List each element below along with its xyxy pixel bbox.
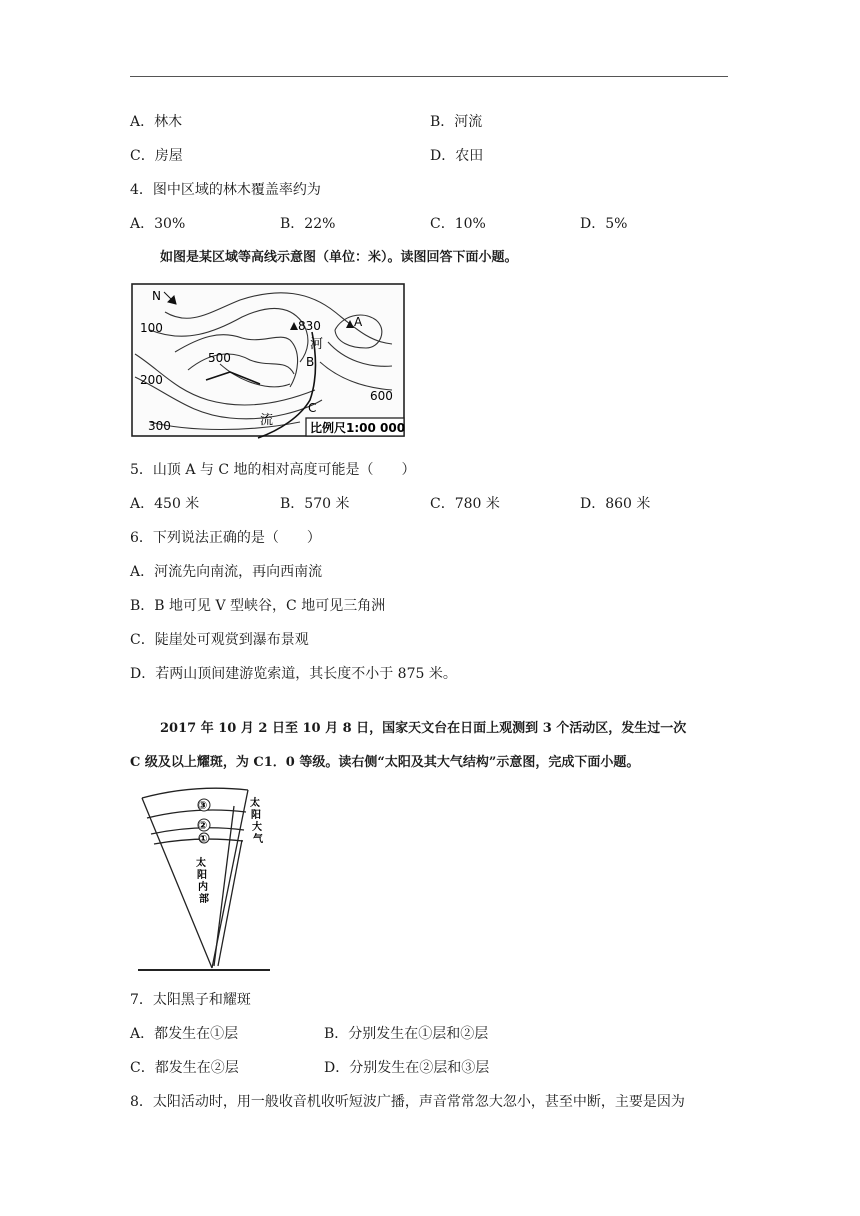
map-contour-300: 300: [148, 419, 171, 433]
q3-option-d: D．农田: [430, 148, 484, 164]
contour-map: [130, 282, 406, 442]
atmos-char-1: 太: [250, 798, 260, 809]
q7-option-b: B．分别发生在①层和②层: [324, 1026, 489, 1042]
atmos-char-3: 大: [252, 822, 262, 833]
map-point-c: C: [308, 401, 317, 415]
map-point-a: A: [354, 315, 363, 329]
map-scale: 比例尺1:00 000: [310, 421, 406, 435]
interior-char-1: 太: [196, 858, 206, 869]
q7-stem: 7．太阳黑子和耀斑: [130, 992, 251, 1008]
sun-structure-diagram: [130, 784, 276, 978]
q5-option-a: A．450 米: [130, 496, 200, 512]
q4-option-a: A．30%: [130, 216, 186, 232]
q3-option-b: B．河流: [430, 114, 483, 130]
interior-char-2: 阳: [197, 870, 207, 881]
q5-option-d: D．860 米: [580, 496, 651, 512]
header-rule: [130, 76, 728, 77]
map-river-label-2: 流: [260, 413, 274, 428]
layer-1-label: ①: [199, 834, 208, 845]
atmos-char-4: 气: [253, 834, 263, 845]
q6-stem: 6．下列说法正确的是（ ）: [130, 530, 321, 546]
section2-intro-line2: C 级及以上耀斑，为 C1．0 等级。读右侧“太阳及其大气结构”示意图，完成下面小题。: [130, 755, 640, 770]
map-point-b: B: [306, 355, 315, 369]
map-contour-200: 200: [140, 373, 163, 387]
map-contour-100: 100: [140, 321, 163, 335]
q6-option-c: C．陡崖处可观赏到瀑布景观: [130, 632, 309, 648]
section1-intro: 如图是某区域等高线示意图（单位：米）。读图回答下面小题。: [160, 250, 518, 265]
q4-option-b: B．22%: [280, 216, 336, 232]
map-north-label: N: [152, 289, 161, 303]
layer-3-label: ③: [198, 799, 208, 812]
q3-option-a: A．林木: [130, 114, 183, 130]
q4-stem: 4．图中区域的林木覆盖率约为: [130, 182, 321, 198]
section2-intro-line1: 2017 年 10 月 2 日至 10 月 8 日，国家天文台在日面上观测到 3 个活动区，发生过一次: [160, 721, 687, 736]
map-peak-830: 830: [298, 319, 321, 333]
q7-option-c: C．都发生在②层: [130, 1060, 239, 1076]
map-contour-600: 600: [370, 389, 393, 403]
atmos-char-2: 阳: [251, 810, 261, 821]
map-river-label-1: 河: [310, 337, 324, 352]
interior-char-4: 部: [199, 894, 209, 905]
q6-option-b: B．B 地可见 V 型峡谷，C 地可见三角洲: [130, 598, 386, 614]
q3-option-c: C．房屋: [130, 148, 183, 164]
q5-option-b: B．570 米: [280, 496, 350, 512]
q6-option-d: D．若两山顶间建游览索道，其长度不小于 875 米。: [130, 666, 457, 682]
q8-stem: 8．太阳活动时，用一般收音机收听短波广播，声音常常忽大忽小，甚至中断，主要是因为: [130, 1094, 685, 1110]
q5-option-c: C．780 米: [430, 496, 500, 512]
q5-stem: 5．山顶 A 与 C 地的相对高度可能是（ ）: [130, 462, 416, 478]
q7-option-d: D．分别发生在②层和③层: [324, 1060, 490, 1076]
q7-option-a: A．都发生在①层: [130, 1026, 239, 1042]
interior-char-3: 内: [198, 882, 208, 893]
q6-option-a: A．河流先向南流，再向西南流: [130, 564, 323, 580]
layer-2-label: ②: [198, 819, 208, 832]
map-contour-500: 500: [208, 351, 231, 365]
q4-option-d: D．5%: [580, 216, 628, 232]
q4-option-c: C．10%: [430, 216, 486, 232]
